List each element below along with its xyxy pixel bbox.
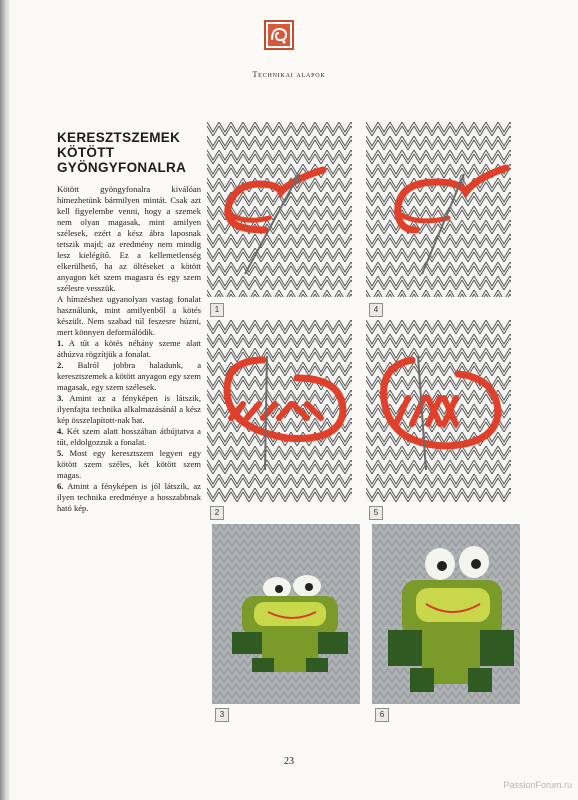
step-number: 1. bbox=[57, 338, 64, 348]
step-number: 6. bbox=[57, 481, 64, 491]
step-text: Amint az a fényképen is látszik, ilyenfajta technika alkalmazásánál a kész kép összelapított-nak hat. bbox=[57, 393, 201, 425]
article-title bbox=[57, 130, 207, 175]
step-item bbox=[57, 448, 201, 481]
section-header: Technikai alapok bbox=[252, 70, 326, 79]
step-item bbox=[57, 481, 201, 514]
figure-number-label: 5 bbox=[369, 506, 383, 520]
watermark: PassionForum.ru bbox=[503, 780, 572, 790]
figure-number-label: 6 bbox=[375, 708, 389, 722]
step-text: Amint a fényképen is jól látszik, az ilyen technika eredménye a hosszabbnak ható kép. bbox=[57, 481, 201, 513]
figure-6-frog-photo bbox=[372, 524, 517, 719]
figure-4-stitch-diagram bbox=[366, 122, 511, 314]
step-item bbox=[57, 393, 201, 426]
step-number: 3. bbox=[57, 393, 64, 403]
page-gutter-shadow bbox=[0, 0, 10, 800]
step-item bbox=[57, 426, 201, 448]
book-logo-icon bbox=[264, 20, 294, 50]
article-body bbox=[57, 184, 201, 514]
figure-3-frog-photo bbox=[212, 524, 357, 719]
step-number: 2. bbox=[57, 360, 64, 370]
title-line: KÖTÖTT bbox=[57, 145, 115, 160]
figure-1-stitch-diagram bbox=[207, 122, 352, 314]
step-item bbox=[57, 360, 201, 393]
figure-number-label: 1 bbox=[210, 303, 224, 317]
title-line: GYÖNGYFONALRA bbox=[57, 160, 187, 175]
figure-2-stitch-diagram bbox=[207, 320, 352, 517]
step-text: Most egy keresztszem legyen egy kötött szem széles, két kötött szem magas. bbox=[57, 448, 201, 480]
step-item bbox=[57, 338, 201, 360]
page-number: 23 bbox=[284, 756, 294, 767]
step-text: A tűt a kötés néhány szeme alatt áthúzva rögzítjük a fonalat. bbox=[57, 338, 201, 359]
figure-number-label: 4 bbox=[369, 303, 383, 317]
intro-paragraph: Kötött gyöngyfonalra kiválóan hímezhetünk bármilyen mintát. Csak azt kell figyelembe venni, hogy a szemek nem olyan magasak, mint amilyen szélesek, ezért a kész ábra laposnak tetszik majd; az eredmény nem mindig lesz kielégítő. Ez a kellemetlenség elkerülhető, ha az öltéseket a kötött anyagon két szem magasra és egy szem szélesre vesszük. bbox=[57, 184, 201, 293]
step-text: Balról jobbra haladunk, a keresztszemek a kötött anyagon egy szem magasak, egy szem szélesek. bbox=[57, 360, 202, 392]
figure-5-stitch-diagram bbox=[366, 320, 511, 517]
intro-paragraph: A hímzéshez ugyanolyan vastag fonalat használunk, mint amilyenből a kötés készült. Nem szabad túl feszesre húzni, mert könnyen deformálódik. bbox=[57, 294, 201, 337]
title-line: KERESZTSZEMEK bbox=[57, 130, 181, 145]
figure-number-label: 3 bbox=[215, 708, 229, 722]
step-text: Két szem alatt hosszában átbújtatva a tűt, eldolgozzuk a fonalat. bbox=[57, 426, 201, 447]
figure-number-label: 2 bbox=[210, 506, 224, 520]
step-number: 5. bbox=[57, 448, 64, 458]
step-number: 4. bbox=[57, 426, 64, 436]
